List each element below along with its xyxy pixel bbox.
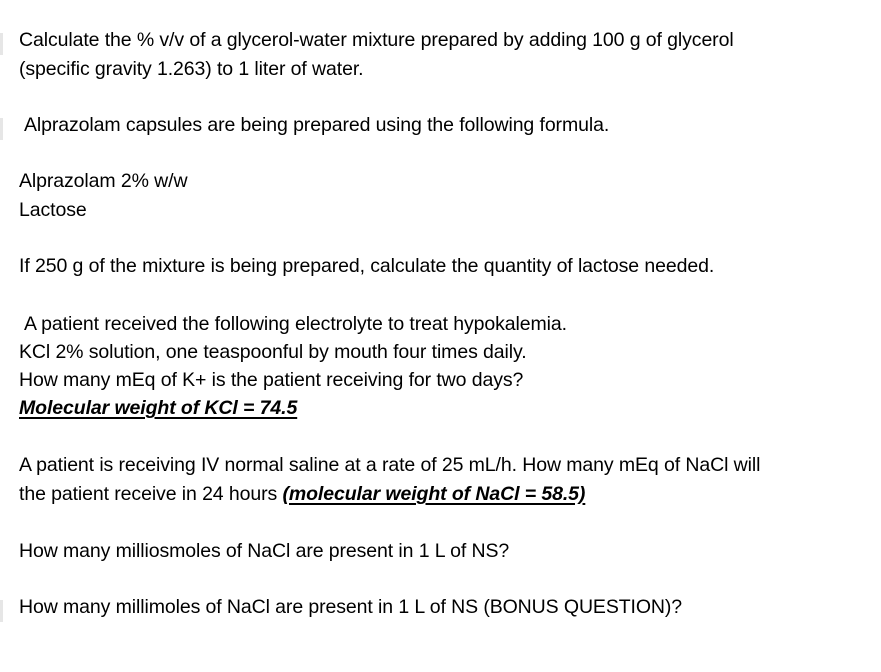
q4-line1: A patient is receiving IV normal saline at a rate of 25 mL/h. How many mEq of NaCl will — [19, 454, 761, 476]
q3-line1: A patient received the following electrolyte to treat hypokalemia. — [24, 313, 567, 335]
q2-intro: Alprazolam capsules are being prepared using the following formula. — [24, 114, 610, 136]
q6-text: How many millimoles of NaCl are present in 1 L of NS (BONUS QUESTION)? — [19, 596, 683, 618]
q2-ingredient-1: Alprazolam 2% w/w — [19, 170, 188, 192]
margin-mark — [0, 33, 3, 55]
q2-ingredient-2: Lactose — [19, 199, 87, 221]
q4-line2 — [19, 480, 585, 508]
q1-line1: Calculate the % v/v of a glycerol-water mixture prepared by adding 100 g of glycerol — [19, 29, 734, 51]
q1-line2: (specific gravity 1.263) to 1 liter of water. — [19, 58, 364, 80]
q4-line2-text: the patient receive in 24 hours — [19, 483, 283, 505]
q4-molecular-weight-note: (molecular weight of NaCl = 58.5) — [282, 483, 586, 505]
q2-question: If 250 g of the mixture is being prepared, calculate the quantity of lactose needed. — [19, 255, 715, 277]
q3-line3: How many mEq of K+ is the patient receiving for two days? — [19, 369, 524, 391]
margin-mark — [0, 600, 3, 622]
q3-molecular-weight-note: Molecular weight of KCl = 74.5 — [19, 397, 298, 419]
q5-text: How many milliosmoles of NaCl are present in 1 L of NS? — [19, 540, 510, 562]
margin-mark — [0, 118, 3, 140]
q3-line2: KCl 2% solution, one teaspoonful by mouth four times daily. — [19, 341, 527, 363]
